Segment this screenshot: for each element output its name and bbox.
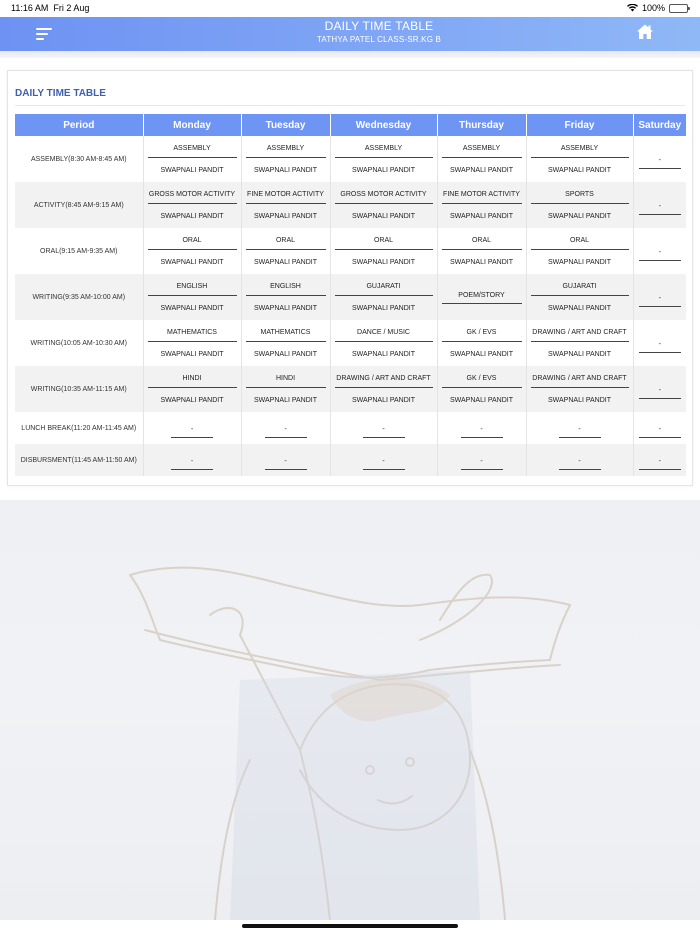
slot bbox=[438, 182, 526, 228]
period-cell: DISBURSMENT(11:45 AM-11:50 AM) bbox=[15, 444, 143, 476]
child-holding-book-illustration bbox=[0, 500, 700, 920]
subject-label: ASSEMBLY bbox=[246, 136, 326, 158]
card-divider bbox=[15, 105, 685, 106]
cell-thursday bbox=[437, 228, 526, 274]
cell-wednesday bbox=[330, 366, 437, 412]
slot bbox=[527, 182, 633, 228]
empty-slot: - bbox=[461, 458, 503, 470]
timetable-body bbox=[15, 136, 686, 476]
cell-wednesday bbox=[330, 182, 437, 228]
empty-slot: - bbox=[639, 387, 681, 399]
subject-label: ASSEMBLY bbox=[335, 136, 433, 158]
subject-label: GK / EVS bbox=[442, 366, 522, 388]
subject-label: ENGLISH bbox=[148, 274, 237, 296]
cell-tuesday bbox=[241, 182, 330, 228]
slot bbox=[144, 136, 241, 182]
cell-friday bbox=[526, 182, 633, 228]
cell-thursday bbox=[437, 136, 526, 182]
period-cell: ORAL(9:15 AM-9:35 AM) bbox=[15, 228, 143, 274]
timetable-card bbox=[7, 70, 693, 486]
empty-slot: - bbox=[639, 249, 681, 261]
subject-label: GUJARATI bbox=[531, 274, 629, 296]
table-row bbox=[15, 412, 686, 444]
subject-label: DRAWING / ART AND CRAFT bbox=[531, 320, 629, 342]
cell-friday bbox=[526, 320, 633, 366]
empty-slot: - bbox=[171, 458, 213, 470]
subject-label: POEM/STORY bbox=[442, 274, 522, 304]
slot bbox=[144, 228, 241, 274]
teacher-label: SWAPNALI PANDIT bbox=[547, 166, 611, 174]
column-header-thursday: Thursday bbox=[437, 114, 526, 136]
slot bbox=[242, 136, 330, 182]
teacher-label: SWAPNALI PANDIT bbox=[449, 258, 513, 266]
teacher-label: SWAPNALI PANDIT bbox=[351, 258, 415, 266]
empty-slot: - bbox=[265, 458, 307, 470]
table-row bbox=[15, 274, 686, 320]
wifi-icon bbox=[627, 4, 638, 12]
cell-thursday bbox=[437, 320, 526, 366]
period-cell: ACTIVITY(8:45 AM-9:15 AM) bbox=[15, 182, 143, 228]
subject-label: DRAWING / ART AND CRAFT bbox=[531, 366, 629, 388]
cell-tuesday bbox=[241, 228, 330, 274]
cell-friday bbox=[526, 228, 633, 274]
slot bbox=[242, 366, 330, 412]
subject-label: GUJARATI bbox=[335, 274, 433, 296]
subject-label: HINDI bbox=[148, 366, 237, 388]
app-header bbox=[0, 17, 700, 51]
slot bbox=[242, 320, 330, 366]
cell-tuesday bbox=[241, 320, 330, 366]
cell-tuesday bbox=[241, 274, 330, 320]
cell-monday bbox=[143, 444, 241, 476]
table-row bbox=[15, 366, 686, 412]
cell-saturday bbox=[633, 274, 686, 320]
slot bbox=[438, 320, 526, 366]
slot bbox=[527, 274, 633, 320]
empty-slot: - bbox=[363, 458, 405, 470]
subject-label: ORAL bbox=[531, 228, 629, 250]
cell-tuesday bbox=[241, 444, 330, 476]
subject-label: FINE MOTOR ACTIVITY bbox=[442, 182, 522, 204]
cell-monday bbox=[143, 136, 241, 182]
subject-label: ORAL bbox=[148, 228, 237, 250]
column-header-wednesday: Wednesday bbox=[330, 114, 437, 136]
empty-slot: - bbox=[265, 426, 307, 438]
subject-label: SPORTS bbox=[531, 182, 629, 204]
table-row bbox=[15, 182, 686, 228]
cell-wednesday bbox=[330, 228, 437, 274]
slot bbox=[331, 136, 437, 182]
subject-label: DRAWING / ART AND CRAFT bbox=[335, 366, 433, 388]
subject-label: ORAL bbox=[246, 228, 326, 250]
cell-tuesday bbox=[241, 136, 330, 182]
table-header-row bbox=[15, 114, 686, 136]
teacher-label: SWAPNALI PANDIT bbox=[253, 166, 317, 174]
cell-monday bbox=[143, 366, 241, 412]
subject-label: DANCE / MUSIC bbox=[335, 320, 433, 342]
teacher-label: SWAPNALI PANDIT bbox=[253, 258, 317, 266]
slot bbox=[331, 320, 437, 366]
column-header-monday: Monday bbox=[143, 114, 241, 136]
cell-thursday bbox=[437, 182, 526, 228]
slot bbox=[527, 228, 633, 274]
teacher-label: SWAPNALI PANDIT bbox=[253, 212, 317, 220]
subject-label: ORAL bbox=[335, 228, 433, 250]
cell-friday bbox=[526, 136, 633, 182]
teacher-label: SWAPNALI PANDIT bbox=[253, 304, 317, 312]
period-cell: WRITING(9:35 AM-10:00 AM) bbox=[15, 274, 143, 320]
cell-thursday bbox=[437, 412, 526, 444]
column-header-period: Period bbox=[15, 114, 143, 136]
cell-wednesday bbox=[330, 412, 437, 444]
slot bbox=[331, 366, 437, 412]
header-shadow bbox=[0, 51, 700, 58]
slot bbox=[438, 274, 526, 320]
battery-percent: 100% bbox=[641, 3, 665, 13]
table-row bbox=[15, 228, 686, 274]
timetable bbox=[15, 114, 686, 476]
empty-slot: - bbox=[559, 426, 601, 438]
slot bbox=[438, 136, 526, 182]
table-row bbox=[15, 320, 686, 366]
empty-slot: - bbox=[461, 426, 503, 438]
slot bbox=[527, 320, 633, 366]
empty-slot: - bbox=[639, 426, 681, 438]
card-title: DAILY TIME TABLE bbox=[15, 88, 106, 99]
teacher-label: SWAPNALI PANDIT bbox=[547, 258, 611, 266]
teacher-label: SWAPNALI PANDIT bbox=[449, 166, 513, 174]
cell-wednesday bbox=[330, 136, 437, 182]
empty-slot: - bbox=[363, 426, 405, 438]
period-cell: WRITING(10:05 AM-10:30 AM) bbox=[15, 320, 143, 366]
status-indicators bbox=[627, 3, 688, 13]
cell-thursday bbox=[437, 366, 526, 412]
slot bbox=[242, 182, 330, 228]
period-cell: ASSEMBLY(8:30 AM-8:45 AM) bbox=[15, 136, 143, 182]
empty-slot: - bbox=[639, 157, 681, 169]
cell-wednesday bbox=[330, 444, 437, 476]
empty-slot: - bbox=[171, 426, 213, 438]
cell-monday bbox=[143, 228, 241, 274]
slot bbox=[242, 274, 330, 320]
teacher-label bbox=[438, 304, 526, 320]
page-title: DAILY TIME TABLE bbox=[324, 19, 434, 33]
column-header-tuesday: Tuesday bbox=[241, 114, 330, 136]
cell-saturday bbox=[633, 136, 686, 182]
battery-icon bbox=[669, 4, 688, 13]
teacher-label: SWAPNALI PANDIT bbox=[449, 212, 513, 220]
cell-saturday bbox=[633, 182, 686, 228]
teacher-label: SWAPNALI PANDIT bbox=[547, 350, 611, 358]
cell-saturday bbox=[633, 444, 686, 476]
empty-slot: - bbox=[639, 458, 681, 470]
teacher-label: SWAPNALI PANDIT bbox=[253, 350, 317, 358]
status-time bbox=[11, 3, 89, 13]
header-titles bbox=[0, 19, 700, 44]
slot bbox=[144, 182, 241, 228]
slot bbox=[438, 366, 526, 412]
cell-friday bbox=[526, 444, 633, 476]
teacher-label: SWAPNALI PANDIT bbox=[351, 350, 415, 358]
cell-monday bbox=[143, 182, 241, 228]
cell-thursday bbox=[437, 444, 526, 476]
slot bbox=[438, 228, 526, 274]
empty-slot: - bbox=[639, 341, 681, 353]
teacher-label: SWAPNALI PANDIT bbox=[547, 304, 611, 312]
cell-tuesday bbox=[241, 366, 330, 412]
slot bbox=[144, 366, 241, 412]
cell-saturday bbox=[633, 320, 686, 366]
home-icon[interactable] bbox=[636, 23, 654, 41]
subject-label: GROSS MOTOR ACTIVITY bbox=[335, 182, 433, 204]
teacher-label: SWAPNALI PANDIT bbox=[449, 350, 513, 358]
subject-label: GROSS MOTOR ACTIVITY bbox=[148, 182, 237, 204]
teacher-label: SWAPNALI PANDIT bbox=[351, 166, 415, 174]
teacher-label: SWAPNALI PANDIT bbox=[351, 212, 415, 220]
slot bbox=[331, 182, 437, 228]
teacher-label: SWAPNALI PANDIT bbox=[160, 304, 224, 312]
cell-saturday bbox=[633, 366, 686, 412]
teacher-label: SWAPNALI PANDIT bbox=[449, 396, 513, 404]
subject-label: ORAL bbox=[442, 228, 522, 250]
slot bbox=[242, 228, 330, 274]
cell-wednesday bbox=[330, 320, 437, 366]
teacher-label: SWAPNALI PANDIT bbox=[351, 304, 415, 312]
status-bar bbox=[0, 0, 700, 17]
empty-slot: - bbox=[559, 458, 601, 470]
period-cell: WRITING(10:35 AM-11:15 AM) bbox=[15, 366, 143, 412]
teacher-label: SWAPNALI PANDIT bbox=[160, 258, 224, 266]
cell-saturday bbox=[633, 228, 686, 274]
empty-slot: - bbox=[639, 295, 681, 307]
teacher-label: SWAPNALI PANDIT bbox=[160, 396, 224, 404]
subject-label: GK / EVS bbox=[442, 320, 522, 342]
cell-saturday bbox=[633, 412, 686, 444]
period-cell: LUNCH BREAK(11:20 AM-11:45 AM) bbox=[15, 412, 143, 444]
subject-label: MATHEMATICS bbox=[148, 320, 237, 342]
slot bbox=[331, 228, 437, 274]
slot bbox=[144, 320, 241, 366]
home-indicator-bar[interactable] bbox=[242, 924, 458, 928]
teacher-label: SWAPNALI PANDIT bbox=[160, 350, 224, 358]
column-header-friday: Friday bbox=[526, 114, 633, 136]
subject-label: ASSEMBLY bbox=[148, 136, 237, 158]
cell-tuesday bbox=[241, 412, 330, 444]
column-header-saturday: Saturday bbox=[633, 114, 686, 136]
subject-label: ENGLISH bbox=[246, 274, 326, 296]
cell-thursday bbox=[437, 274, 526, 320]
teacher-label: SWAPNALI PANDIT bbox=[547, 212, 611, 220]
table-row bbox=[15, 444, 686, 476]
subject-label: ASSEMBLY bbox=[442, 136, 522, 158]
cell-monday bbox=[143, 320, 241, 366]
slot bbox=[527, 136, 633, 182]
slot bbox=[144, 274, 241, 320]
teacher-label: SWAPNALI PANDIT bbox=[351, 396, 415, 404]
cell-friday bbox=[526, 274, 633, 320]
teacher-label: SWAPNALI PANDIT bbox=[253, 396, 317, 404]
clock-time: 11:16 AM bbox=[11, 3, 49, 13]
subject-label: FINE MOTOR ACTIVITY bbox=[246, 182, 326, 204]
empty-slot: - bbox=[639, 203, 681, 215]
cell-monday bbox=[143, 412, 241, 444]
slot bbox=[527, 366, 633, 412]
subject-label: MATHEMATICS bbox=[246, 320, 326, 342]
slot bbox=[331, 274, 437, 320]
cell-friday bbox=[526, 412, 633, 444]
teacher-label: SWAPNALI PANDIT bbox=[547, 396, 611, 404]
subject-label: HINDI bbox=[246, 366, 326, 388]
student-class-subtitle: TATHYA PATEL CLASS-SR.KG B bbox=[316, 35, 442, 44]
subject-label: ASSEMBLY bbox=[531, 136, 629, 158]
table-row bbox=[15, 136, 686, 182]
teacher-label: SWAPNALI PANDIT bbox=[160, 212, 224, 220]
cell-monday bbox=[143, 274, 241, 320]
cell-wednesday bbox=[330, 274, 437, 320]
cell-friday bbox=[526, 366, 633, 412]
illustration-drawing bbox=[0, 500, 700, 920]
clock-date: Fri 2 Aug bbox=[53, 3, 90, 13]
teacher-label: SWAPNALI PANDIT bbox=[160, 166, 224, 174]
